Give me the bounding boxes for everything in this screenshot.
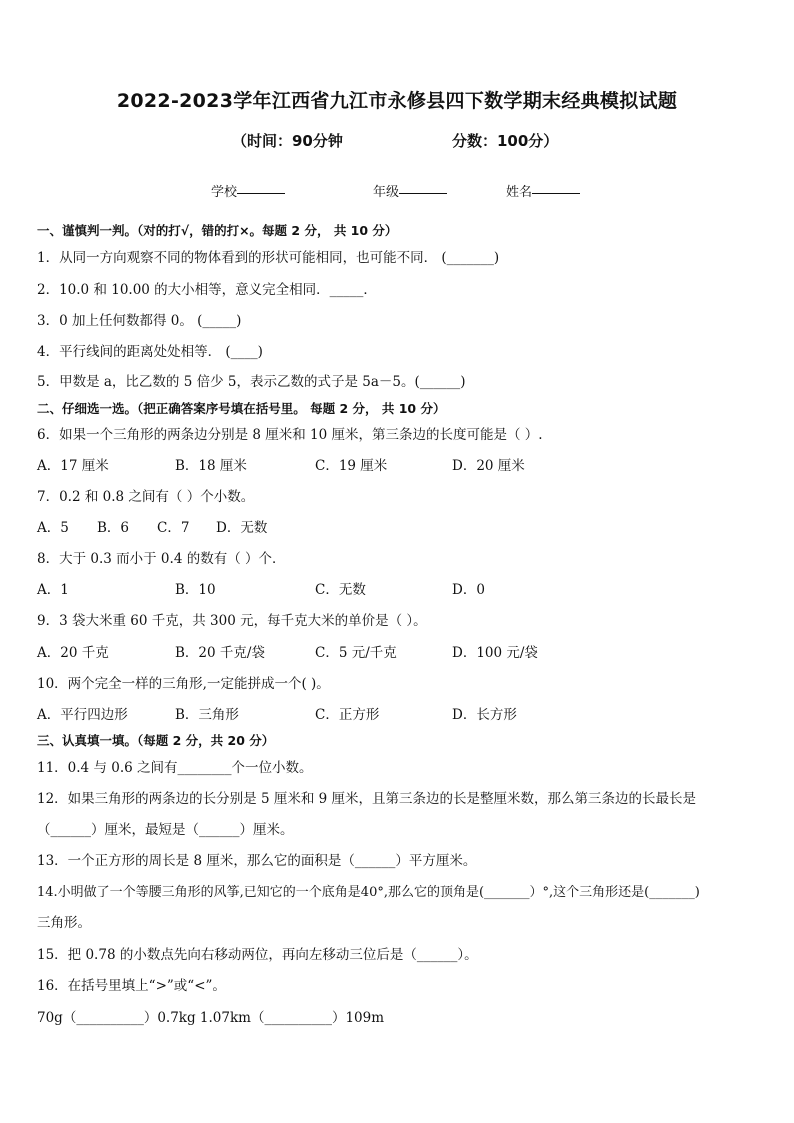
question-item: 9．3 袋大米重 60 千克，共 300 元，每千克大米的单价是（ ）。: [37, 613, 427, 629]
option-a[interactable]: A．17 厘米: [37, 458, 109, 474]
option-b[interactable]: B．10: [175, 582, 216, 598]
question-item: 12．如果三角形的两条边的长分别是 5 厘米和 9 厘米，且第三条边的长是整厘米数，那么第三条边的长最长是: [37, 791, 697, 807]
option-c[interactable]: C．正方形: [315, 707, 380, 723]
question-item: 2．10.0 和 10.00 的大小相等，意义完全相同．_____．: [37, 282, 377, 298]
option-d[interactable]: D．20 厘米: [452, 458, 525, 474]
question-item: 8．大于 0.3 而小于 0.4 的数有（ ）个．: [37, 551, 286, 567]
name-blank[interactable]: [532, 181, 580, 194]
school-field[interactable]: [211, 181, 237, 200]
grade-label: 年级: [373, 185, 400, 200]
option-c[interactable]: C．无数: [315, 582, 366, 598]
option-a[interactable]: A．20 千克: [37, 645, 109, 661]
question-item: 11．0.4 与 0.6 之间有________个一位小数。: [37, 760, 313, 776]
question-item: 4．平行线间的距离处处相等． (____): [37, 344, 263, 360]
question-item: 13．一个正方形的周长是 8 厘米，那么它的面积是（______）平方厘米。: [37, 853, 477, 869]
option-b[interactable]: B．6: [97, 520, 130, 536]
question-item: 15．把 0.78 的小数点先向右移动两位，再向左移动三位后是（______）。: [37, 947, 478, 963]
student-info-fields: [0, 181, 794, 201]
name-field[interactable]: [506, 181, 532, 200]
time-info: （时间：90分钟: [232, 132, 343, 150]
question-item: 10．两个完全一样的三角形,一定能拼成一个( )。: [37, 676, 330, 692]
option-c[interactable]: C．7: [157, 520, 190, 536]
exam-meta: [0, 130, 794, 152]
option-d[interactable]: D．100 元/袋: [452, 645, 538, 661]
option-a[interactable]: A．5: [37, 520, 69, 536]
option-b[interactable]: B．三角形: [175, 707, 239, 723]
school-blank[interactable]: [237, 181, 285, 194]
name-label: 姓名: [506, 185, 533, 200]
question-item: 5．甲数是 a，比乙数的 5 倍少 5，表示乙数的式子是 5a－5。(______): [37, 374, 466, 390]
option-d[interactable]: D．无数: [216, 520, 268, 536]
option-b[interactable]: B．18 厘米: [175, 458, 247, 474]
grade-field[interactable]: [373, 181, 399, 200]
option-d[interactable]: D．长方形: [452, 707, 517, 723]
page-title: 2022-2023学年江西省九江市永修县四下数学期末经典模拟试题: [116, 90, 678, 112]
grade-blank[interactable]: [399, 181, 447, 194]
section-heading: 二、仔细选一选。（把正确答案序号填在括号里。 每题 2 分， 共 10 分）: [37, 401, 446, 416]
option-d[interactable]: D．0: [452, 582, 485, 598]
section-heading: 三、认真填一填。（每题 2 分，共 20 分）: [37, 733, 275, 748]
question-item: 三角形。: [37, 915, 91, 931]
question-item: 14.小明做了一个等腰三角形的风筝,已知它的一个底角是40°,那么它的顶角是(_______）°,这个三角形还是(_______): [37, 885, 700, 900]
option-c[interactable]: C．19 厘米: [315, 458, 388, 474]
score-info: 分数：100分）: [452, 132, 559, 150]
option-a[interactable]: A．1: [37, 582, 69, 598]
option-b[interactable]: B．20 千克/袋: [175, 645, 265, 661]
question-item: 7．0.2 和 0.8 之间有（ ）个小数。: [37, 489, 255, 505]
option-a[interactable]: A．平行四边形: [37, 707, 128, 723]
question-item: 3．0 加上任何数都得 0。 (_____): [37, 313, 242, 329]
question-item: 1．从同一方向观察不同的物体看到的形状可能相同，也可能不同． (_______): [37, 250, 500, 266]
section-heading: 一、谨慎判一判。（对的打√，错的打×。每题 2 分， 共 10 分）: [37, 223, 398, 238]
school-label: 学校: [211, 185, 238, 200]
question-item: 70g（__________）0.7kg 1.07km（__________）109m: [37, 1010, 385, 1026]
question-item: （______）厘米，最短是（______）厘米。: [37, 822, 294, 838]
question-item: 6．如果一个三角形的两条边分别是 8 厘米和 10 厘米，第三条边的长度可能是（ ）.: [37, 427, 543, 443]
question-item: 16．在括号里填上“>”或“<”。: [37, 978, 226, 994]
option-c[interactable]: C．5 元/千克: [315, 645, 397, 661]
